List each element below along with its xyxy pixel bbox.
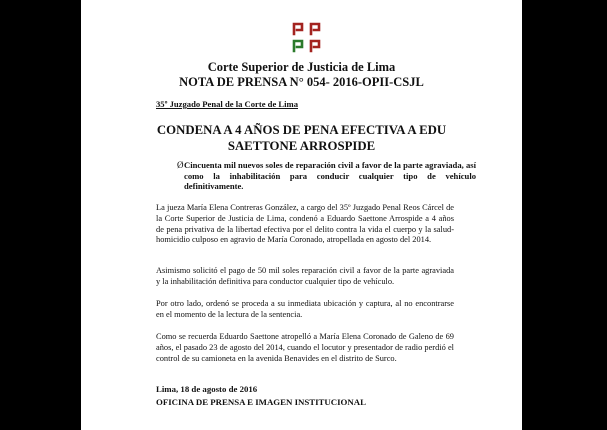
institution-name: Corte Superior de Justicia de Lima [207,60,396,74]
press-release-number: NOTA DE PRENSA N° 054- 2016-OPII-CSJL [179,75,424,89]
headline: CONDENA A 4 AÑOS DE PENA EFECTIVA A EDU SAETTONE ARROSPIDE [156,123,447,153]
body-paragraph: Como se recuerda Eduardo Saettone atropelló a María Elena Coronado de Galeno de 69 años, el pasado 23 de agosto del 2014, cuando el locutor y presentador de radio perdió el control de su camioneta en la avenida Benavides en el distrito de Surco. [156,332,454,363]
body-paragraph: La jueza María Elena Contreras González, a cargo del 35º Juzgado Penal Reos Cárcel de la Corte Superior de Justicia de Lima, condenó a Eduardo Saettone Arrospide a 4 años de pena privativa de la libertad efectiva por el delito contra la vida el cuerpo y la salud- homicidio culposo en agravio de María Coronado, atropellada en agosto del 2014. [156,203,454,245]
lead-summary: Cincuenta mil nuevos soles de reparación civil a favor de la parte agraviada, así como la inhabilitación para conducir cualquier tipo de vehículo definitivamente. [184,160,476,191]
body-paragraph: Asimismo solicitó el pago de 50 mil soles reparación civil a favor de la parte agraviada y la inhabilitación definitiva para conductor cualquier tipo de vehículo. [156,266,454,286]
court-tag: 35º Juzgado Penal de la Corte de Lima [156,99,298,109]
issuing-office: OFICINA DE PRENSA E IMAGEN INSTITUCIONAL [156,396,366,407]
body-paragraph: Por otro lado, ordenó se proceda a su inmediata ubicación y captura, al no encontrarse en el momento de la lectura de la sentencia. [156,299,454,319]
place-date: Lima, 18 de agosto de 2016 [156,384,258,394]
court-logo-icon [291,21,325,55]
bullet-arrow-icon: Ø [177,160,184,170]
signature-block [156,383,366,408]
press-release-page [81,0,522,430]
